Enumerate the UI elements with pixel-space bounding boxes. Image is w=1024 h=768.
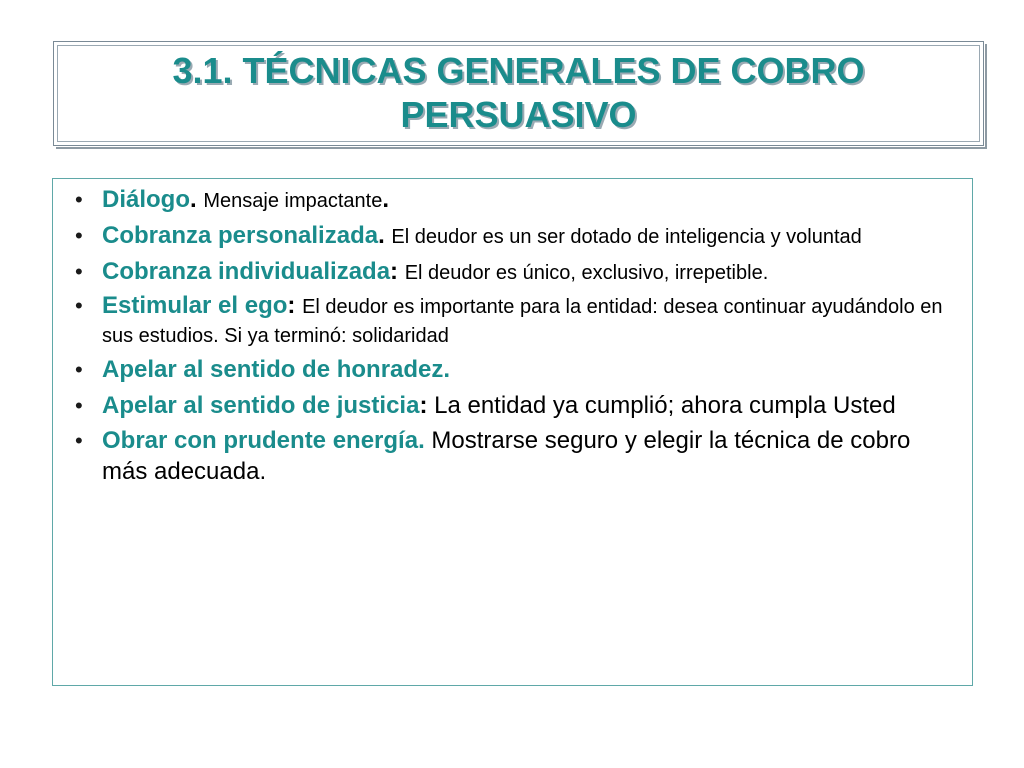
bullet-icon: • — [75, 187, 83, 212]
item-heading: Obrar con prudente energía. — [102, 427, 425, 454]
item-heading: Cobranza personalizada — [102, 222, 379, 249]
bullet-list — [75, 185, 955, 491]
item-description: El deudor es importante para la entidad: desea continuar ayudándolo en sus estudios. Si ya terminó: solidaridad — [102, 296, 943, 347]
item-description: La entidad ya cumplió; ahora cumpla Usted — [434, 392, 896, 419]
title-box — [53, 41, 984, 146]
item-separator: . — [443, 356, 451, 383]
slide-title-line-1: 3.1. TÉCNICAS GENERALES DE COBRO — [172, 50, 865, 91]
bullet-icon: • — [75, 223, 83, 248]
item-separator: : — [390, 258, 399, 285]
bullet-icon: • — [75, 428, 83, 453]
bullet-icon: • — [75, 357, 83, 382]
bullet-icon: • — [75, 393, 83, 418]
list-item-cobranza-individualizada — [75, 257, 955, 288]
list-item-honradez — [75, 354, 955, 386]
item-separator: . — [190, 186, 197, 213]
bullet-icon: • — [75, 259, 83, 284]
item-heading: Cobranza individualizada — [102, 258, 391, 285]
bullet-icon: • — [75, 293, 83, 318]
item-trailing-punct: . — [382, 186, 389, 213]
content-box — [52, 178, 973, 686]
list-item-dialogo — [75, 185, 955, 216]
slide-title-line-2: PERSUASIVO — [400, 94, 637, 135]
list-item-cobranza-personalizada — [75, 220, 955, 253]
item-separator: . — [378, 222, 385, 249]
item-heading: Estimular el ego — [102, 292, 288, 319]
item-description: Mostrarse seguro y elegir la técnica de cobro más adecuada. — [102, 427, 911, 485]
list-item-estimular-ego — [75, 292, 955, 350]
list-item-prudente-energia — [75, 425, 955, 487]
list-item-justicia — [75, 390, 955, 421]
item-separator: : — [287, 292, 296, 319]
item-heading: Apelar al sentido de justicia — [102, 392, 420, 419]
item-heading: Apelar al sentido de honradez — [102, 356, 444, 383]
item-description: Mensaje impactante — [203, 190, 383, 212]
item-description: El deudor es único, exclusivo, irrepetible. — [404, 262, 769, 284]
item-separator: : — [419, 392, 428, 419]
slide-title — [54, 49, 983, 137]
item-description: El deudor es un ser dotado de inteligencia y voluntad — [391, 226, 862, 248]
item-heading: Diálogo — [102, 186, 190, 213]
